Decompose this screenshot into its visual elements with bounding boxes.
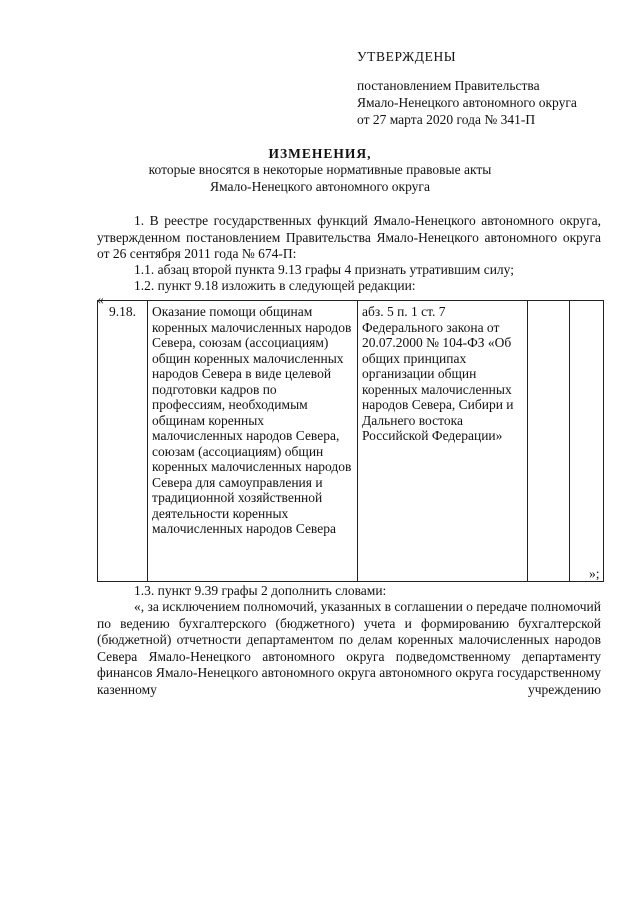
paragraph-1-1: 1.1. абзац второй пункта 9.13 графы 4 признать утратившим силу; — [134, 262, 514, 277]
subtitle-line-1: которые вносятся в некоторые нормативные правовые акты — [148, 162, 492, 177]
approval-line-1: постановлением Правительства — [357, 78, 540, 93]
registry-table — [97, 300, 604, 582]
paragraph-1-3-insert: «, за исключением полномочий, указанных в соглашении о передаче полномочий по ведению бухгалтерского (бюджетного) учета и формированию бухгалтерской (бюджетной) отчетности департаментом по делам коренных малочисленных народов Севера Ямало-Ненецкого автономного округа подведомственному департаменту финансов Ямало-Ненецкого автономного округа автономного округа государственному казенному учреждению — [97, 599, 601, 697]
approval-line-3: от 27 марта 2020 года № 341-П — [357, 112, 536, 127]
paragraph-1-2: 1.2. пункт 9.18 изложить в следующей редакции: — [134, 278, 416, 293]
document-subtitle — [0, 162, 640, 195]
approval-title: УТВЕРЖДЕНЫ — [357, 49, 457, 64]
empty-cell-4 — [528, 301, 570, 582]
closing-quote: »; — [589, 566, 600, 581]
table-row — [98, 301, 604, 582]
item-number-cell: 9.18. — [98, 301, 148, 582]
paragraph-1-3: 1.3. пункт 9.39 графы 2 дополнить словами: — [134, 583, 387, 598]
function-cell: Оказание помощи общинам коренных малочисленных народов Севера, союзам (ассоциациям) общин коренных малочисленных народов Севера в виде целевой подготовки кадров по профессиям, необходимым общинам коренных малочисленных народов Севера, союзам (ассоциациям) общин коренных малочисленных народов Севера для самоуправления и традиционной хозяйственной деятельности коренных малочисленных народов Севера — [148, 301, 358, 582]
paragraph-1: 1. В реестре государственных функций Ямало-Ненецкого автономного округа, утвержденном постановлением Правительства Ямало-Ненецкого автономного округа от 26 сентября 2011 года № 674-П: — [97, 213, 601, 261]
document-title: ИЗМЕНЕНИЯ, — [268, 146, 372, 161]
subtitle-line-2: Ямало-Ненецкого автономного округа — [210, 178, 430, 194]
approval-stamp — [357, 48, 577, 128]
empty-cell-5 — [570, 301, 604, 582]
legal-basis-cell: абз. 5 п. 1 ст. 7 Федерального закона от 20.07.2000 № 104-ФЗ «Об общих принципах организации общин коренных малочисленных народов Севера, Сибири и Дальнего востока Российской Федерации» — [358, 301, 528, 582]
approval-line-2: Ямало-Ненецкого автономного округа — [357, 95, 577, 110]
opening-quote: « — [97, 292, 104, 307]
